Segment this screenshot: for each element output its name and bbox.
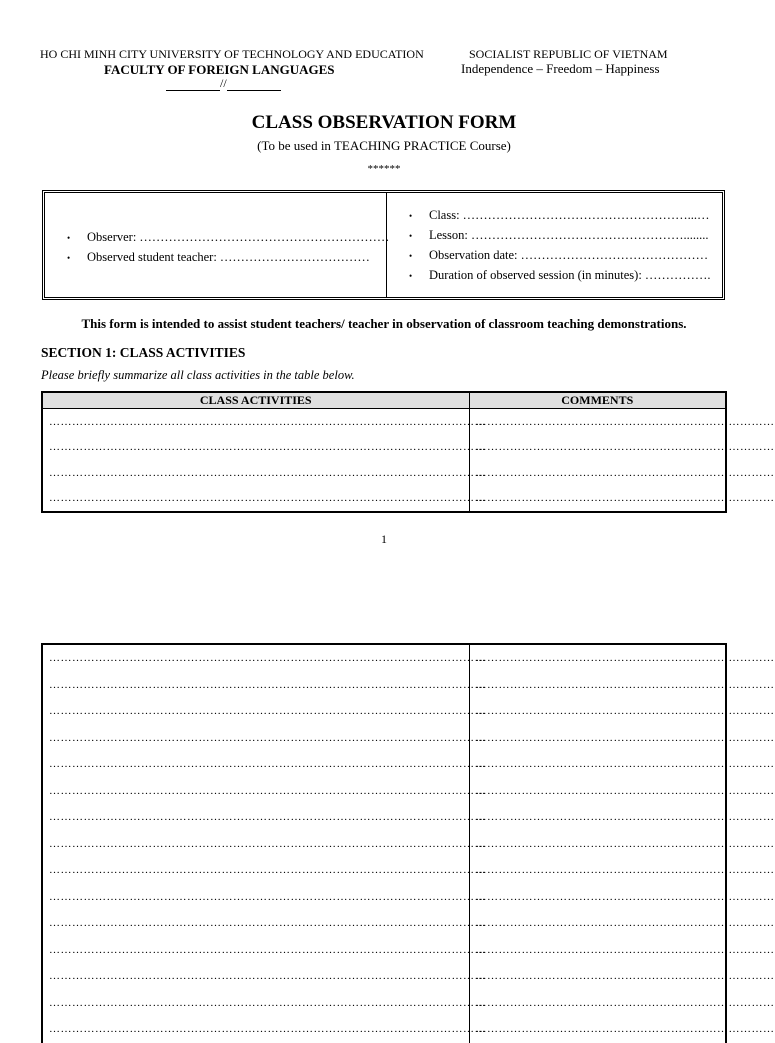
activity-cell[interactable]: ……………………………………………………………………………………………………	[42, 884, 469, 911]
national-motto: Independence – Freedom – Happiness	[461, 61, 660, 76]
table-row	[42, 644, 726, 672]
date-line	[166, 76, 288, 91]
separator-stars: ******	[367, 163, 401, 175]
table-row	[42, 778, 726, 805]
form-title: CLASS OBSERVATION FORM	[251, 112, 517, 133]
table-row	[42, 884, 726, 911]
section-1-title: SECTION 1: CLASS ACTIVITIES	[41, 345, 246, 360]
comment-cell[interactable]: ……………………………………………………………………	[469, 698, 726, 725]
activity-cell[interactable]: ……………………………………………………………………………………………………	[42, 963, 469, 990]
comment-cell[interactable]: ……………………………………………………………………	[469, 672, 726, 699]
activity-cell[interactable]: ……………………………………………………………………………………………………	[42, 804, 469, 831]
intro-statement: This form is intended to assist student teachers/ teacher in observation of classroom teaching demonstrations.	[81, 316, 687, 331]
table-row	[42, 963, 726, 990]
activity-cell[interactable]: ……………………………………………………………………………………………………	[42, 831, 469, 858]
activity-cell[interactable]: ……………………………………………………………………………………………………	[42, 990, 469, 1017]
faculty-name: FACULTY OF FOREIGN LANGUAGES	[104, 62, 335, 77]
activity-cell[interactable]: ……………………………………………………………………………………………………	[42, 672, 469, 699]
table-row	[42, 751, 726, 778]
activity-cell[interactable]: ……………………………………………………………………………………………………	[42, 486, 469, 513]
table-row	[42, 1016, 726, 1043]
comment-cell[interactable]: ……………………………………………………………………	[469, 751, 726, 778]
form-subtitle: (To be used in TEACHING PRACTICE Course)	[257, 138, 511, 153]
table-row	[42, 698, 726, 725]
col-header-comments: COMMENTS	[469, 392, 726, 409]
comment-cell[interactable]: ……………………………………………………………………	[469, 486, 726, 513]
table-row	[42, 910, 726, 937]
observer-field[interactable]: • Observer: ……………………………………………………	[67, 227, 386, 247]
date-separator: //	[220, 76, 227, 90]
observation-info-box	[42, 190, 725, 300]
observation-date-field[interactable]: • Observation date: ………………………………………	[409, 245, 722, 265]
comment-cell[interactable]: ……………………………………………………………………	[469, 937, 726, 964]
comment-cell[interactable]: ……………………………………………………………………	[469, 857, 726, 884]
activity-cell[interactable]: ……………………………………………………………………………………………………	[42, 1016, 469, 1043]
date-blank-right	[227, 78, 281, 91]
date-blank-left	[166, 78, 220, 91]
duration-field[interactable]: • Duration of observed session (in minutes): …………….	[409, 265, 722, 285]
comment-cell[interactable]: ……………………………………………………………………	[469, 884, 726, 911]
comment-cell[interactable]: ……………………………………………………………………	[469, 725, 726, 752]
activity-cell[interactable]: ……………………………………………………………………………………………………	[42, 937, 469, 964]
col-header-activities: CLASS ACTIVITIES	[42, 392, 469, 409]
table-header-row	[42, 392, 726, 409]
lesson-field[interactable]: • Lesson: ……………………………………………........	[409, 225, 722, 245]
table-row	[42, 857, 726, 884]
activity-cell[interactable]: ……………………………………………………………………………………………………	[42, 725, 469, 752]
activity-cell[interactable]: ……………………………………………………………………………………………………	[42, 409, 469, 435]
info-left-column	[45, 193, 390, 297]
table-row	[42, 804, 726, 831]
comment-cell[interactable]: ……………………………………………………………………	[469, 963, 726, 990]
page-number: 1	[381, 532, 387, 546]
table-row	[42, 486, 726, 513]
comment-cell[interactable]: ……………………………………………………………………	[469, 1016, 726, 1043]
table-row	[42, 435, 726, 461]
comment-cell[interactable]: ……………………………………………………………………	[469, 644, 726, 672]
comment-cell[interactable]: ……………………………………………………………………	[469, 831, 726, 858]
table-row	[42, 990, 726, 1017]
activity-cell[interactable]: ……………………………………………………………………………………………………	[42, 778, 469, 805]
activity-cell[interactable]: ……………………………………………………………………………………………………	[42, 460, 469, 486]
activity-cell[interactable]: ……………………………………………………………………………………………………	[42, 698, 469, 725]
student-teacher-field[interactable]: • Observed student teacher: ………………………………	[67, 247, 386, 267]
table-row	[42, 672, 726, 699]
activity-cell[interactable]: ……………………………………………………………………………………………………	[42, 857, 469, 884]
comment-cell[interactable]: ……………………………………………………………………	[469, 990, 726, 1017]
table-row	[42, 937, 726, 964]
info-right-column	[387, 193, 722, 297]
table-row	[42, 460, 726, 486]
table-row	[42, 831, 726, 858]
table-row	[42, 409, 726, 435]
country-name: SOCIALIST REPUBLIC OF VIETNAM	[469, 47, 668, 61]
activity-cell[interactable]: ……………………………………………………………………………………………………	[42, 751, 469, 778]
comment-cell[interactable]: ……………………………………………………………………	[469, 409, 726, 435]
comment-cell[interactable]: ……………………………………………………………………	[469, 778, 726, 805]
class-activities-table	[41, 391, 775, 513]
activity-cell[interactable]: ……………………………………………………………………………………………………	[42, 644, 469, 672]
comment-cell[interactable]: ……………………………………………………………………	[469, 910, 726, 937]
comment-cell[interactable]: ……………………………………………………………………	[469, 435, 726, 461]
table-row	[42, 725, 726, 752]
activity-cell[interactable]: ……………………………………………………………………………………………………	[42, 435, 469, 461]
comment-cell[interactable]: ……………………………………………………………………	[469, 460, 726, 486]
university-name: HO CHI MINH CITY UNIVERSITY OF TECHNOLOGY AND EDUCATION	[40, 47, 424, 61]
activity-cell[interactable]: ……………………………………………………………………………………………………	[42, 910, 469, 937]
class-field[interactable]: • Class: ………………………………………………...…	[409, 205, 722, 225]
section-1-instruction: Please briefly summarize all class activities in the table below.	[41, 368, 355, 382]
comment-cell[interactable]: ……………………………………………………………………	[469, 804, 726, 831]
class-activities-table-continued	[41, 643, 775, 1043]
